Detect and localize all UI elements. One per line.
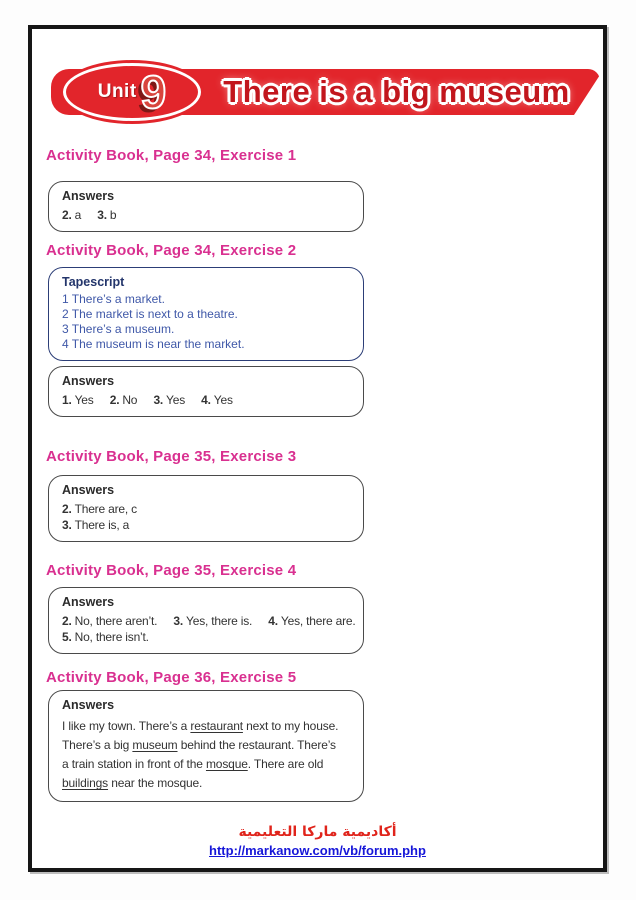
answer-number: 3. — [153, 393, 164, 407]
unit-label: Unit — [97, 81, 137, 102]
tapescript-label: Tapescript — [62, 275, 125, 289]
answer-number: 2. — [62, 614, 72, 628]
underlined-word: buildings — [62, 776, 109, 790]
tapescript-line: 1 There’s a market. — [62, 292, 165, 306]
answer-text: No — [122, 393, 138, 407]
answer-line — [62, 517, 350, 533]
answer-item — [62, 629, 149, 645]
answers-label: Answers — [62, 595, 115, 609]
paragraph-text: behind the restaurant. There’s — [177, 738, 336, 752]
tapescript-box — [48, 267, 364, 361]
answers-label: Answers — [62, 698, 115, 712]
section-heading-ex3: Activity Book, Page 35, Exercise 3 — [46, 448, 297, 465]
answer-text: There are, c — [74, 502, 137, 516]
page-footer — [32, 824, 603, 860]
answer-text: There is, a — [74, 518, 130, 532]
answer-item — [62, 207, 81, 223]
answer-number: 5. — [62, 630, 72, 644]
answer-paragraph — [62, 717, 350, 793]
answer-number: 2. — [109, 393, 120, 407]
section-heading-ex2: Activity Book, Page 34, Exercise 2 — [46, 242, 297, 259]
answer-text: a — [74, 208, 82, 222]
answers-box-ex1 — [48, 181, 364, 232]
page-frame — [28, 25, 607, 872]
tapescript-line: 3 There’s a museum. — [62, 322, 175, 336]
banner-title-wrap — [215, 69, 578, 115]
answers-row — [62, 613, 356, 629]
answer-number: 3. — [97, 208, 107, 222]
paragraph-text: I like my town. There’s a — [62, 719, 191, 733]
paragraph-line — [62, 736, 350, 755]
unit-badge — [63, 63, 201, 121]
answer-number: 3. — [62, 518, 72, 532]
answer-number: 3. — [173, 614, 184, 628]
answers-row — [62, 392, 350, 408]
answers-row — [62, 629, 350, 645]
paragraph-text: a train station in front of the — [62, 757, 206, 771]
answer-number: 4. — [201, 393, 211, 407]
underlined-word: museum — [132, 738, 178, 752]
answer-text: Yes, there is. — [186, 614, 253, 628]
unit-banner — [45, 63, 600, 121]
answers-row — [62, 207, 350, 223]
answer-text: No, there isn’t. — [74, 630, 149, 644]
answer-item — [97, 207, 116, 223]
answers-box-ex5 — [48, 690, 364, 802]
unit-number: 9 — [140, 66, 167, 118]
answers-box-ex2 — [48, 366, 364, 417]
answer-item — [153, 392, 185, 408]
answer-item — [62, 613, 157, 629]
answer-number: 4. — [268, 614, 278, 628]
paragraph-text: near the mosque. — [108, 776, 203, 790]
academy-name: أكاديمية ماركا التعليمية — [238, 824, 397, 840]
paragraph-line — [62, 774, 350, 793]
answers-label: Answers — [62, 483, 115, 497]
answers-box-ex4 — [48, 587, 364, 654]
answer-line — [62, 501, 350, 517]
section-heading-ex4: Activity Book, Page 35, Exercise 4 — [46, 562, 297, 579]
section-heading-ex1: Activity Book, Page 34, Exercise 1 — [46, 147, 297, 164]
answers-label: Answers — [62, 189, 115, 203]
answer-item — [201, 392, 233, 408]
tapescript-line: 4 The museum is near the market. — [62, 337, 245, 351]
paragraph-text: There’s a big — [62, 738, 133, 752]
answer-text: Yes, there are. — [280, 614, 356, 628]
answer-number: 2. — [62, 502, 72, 516]
answer-item — [268, 613, 355, 629]
paragraph-line — [62, 755, 350, 774]
paragraph-text: next to my house. — [242, 719, 339, 733]
paragraph-line — [62, 717, 350, 736]
answer-text: No, there aren’t. — [74, 614, 158, 628]
answer-item — [110, 392, 138, 408]
answer-item — [173, 613, 252, 629]
paragraph-text: . There are old — [247, 757, 324, 771]
answer-text: Yes — [213, 393, 233, 407]
answer-number: 2. — [62, 208, 72, 222]
unit-title: There is a big museum — [223, 74, 570, 109]
page-content — [32, 147, 603, 802]
answers-box-ex3 — [48, 475, 364, 542]
answer-text: b — [109, 208, 117, 222]
answer-item — [62, 392, 94, 408]
forum-link[interactable]: http://markanow.com/vb/forum.php — [209, 843, 426, 858]
tapescript-line: 2 The market is next to a theatre. — [62, 307, 238, 321]
answer-number: 1. — [62, 393, 72, 407]
answer-text: Yes — [166, 393, 186, 407]
underlined-word: restaurant — [190, 719, 243, 733]
answer-text: Yes — [74, 393, 94, 407]
section-heading-ex5: Activity Book, Page 36, Exercise 5 — [46, 669, 297, 686]
answers-label: Answers — [62, 374, 115, 388]
underlined-word: mosque — [205, 757, 248, 771]
